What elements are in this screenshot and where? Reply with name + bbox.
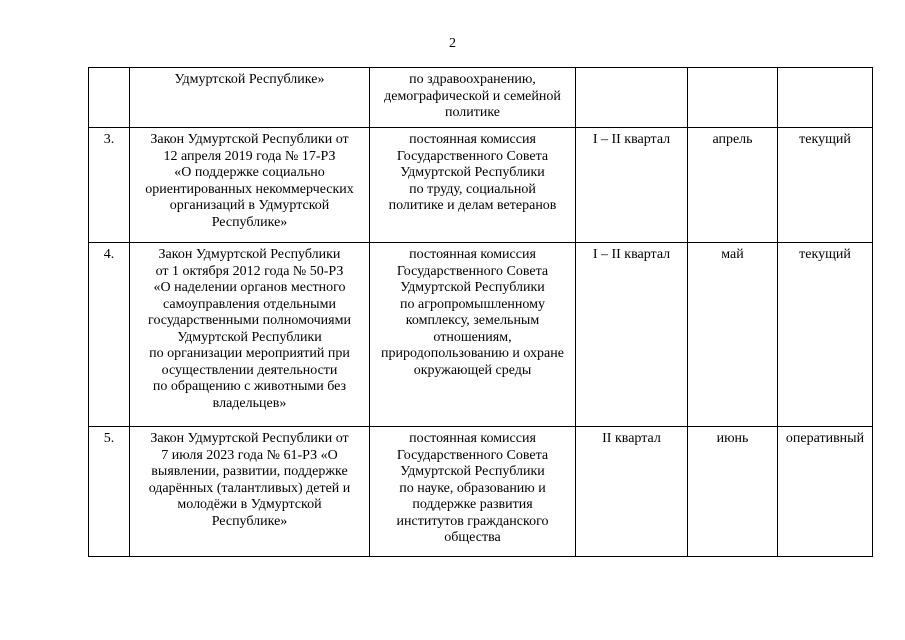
law-title: Закон Удмуртской Республики от 7 июля 2023 года № 61-РЗ «О выявлении, развитии, поддержке одарённых (талантливых) детей и молодёжи в Удмуртской Республике» xyxy=(130,427,370,557)
legislation-plan-table xyxy=(88,67,873,557)
responsible-committee: постоянная комиссия Государственного Совета Удмуртской Республики по агропромышленному комплексу, земельным отношениям, природопользованию и охране окружающей среды xyxy=(370,243,576,427)
quarter-cell: II квартал xyxy=(576,427,688,557)
month-cell: июнь xyxy=(688,427,778,557)
control-type-cell: текущий xyxy=(778,243,873,427)
table-row xyxy=(89,68,873,128)
control-type-cell xyxy=(778,68,873,128)
month-cell xyxy=(688,68,778,128)
law-title: Закон Удмуртской Республики от 12 апреля 2019 года № 17-РЗ «О поддержке социально ориентированных некоммерческих организаций в Удмуртской Республике» xyxy=(130,128,370,243)
row-number: 5. xyxy=(89,427,130,557)
page-number: 2 xyxy=(449,36,456,51)
row-number: 4. xyxy=(89,243,130,427)
responsible-committee: по здравоохранению, демографической и семейной политике xyxy=(370,68,576,128)
law-title: Закон Удмуртской Республики от 1 октября 2012 года № 50-РЗ «О наделении органов местного самоуправления отдельными государственными полномочиями Удмуртской Республики по организации мероприятий при осуществлении деятельности по обращению с животными без владельцев» xyxy=(130,243,370,427)
table-row xyxy=(89,128,873,243)
month-cell: апрель xyxy=(688,128,778,243)
quarter-cell: I – II квартал xyxy=(576,128,688,243)
table-row xyxy=(89,243,873,427)
law-title: Удмуртской Республике» xyxy=(130,68,370,128)
responsible-committee: постоянная комиссия Государственного Совета Удмуртской Республики по науке, образованию и поддержке развития институтов гражданского общества xyxy=(370,427,576,557)
responsible-committee: постоянная комиссия Государственного Совета Удмуртской Республики по труду, социальной политике и делам ветеранов xyxy=(370,128,576,243)
quarter-cell: I – II квартал xyxy=(576,243,688,427)
table-row xyxy=(89,427,873,557)
month-cell: май xyxy=(688,243,778,427)
row-number: 3. xyxy=(89,128,130,243)
row-number xyxy=(89,68,130,128)
control-type-cell: текущий xyxy=(778,128,873,243)
control-type-cell: оперативный xyxy=(778,427,873,557)
quarter-cell xyxy=(576,68,688,128)
